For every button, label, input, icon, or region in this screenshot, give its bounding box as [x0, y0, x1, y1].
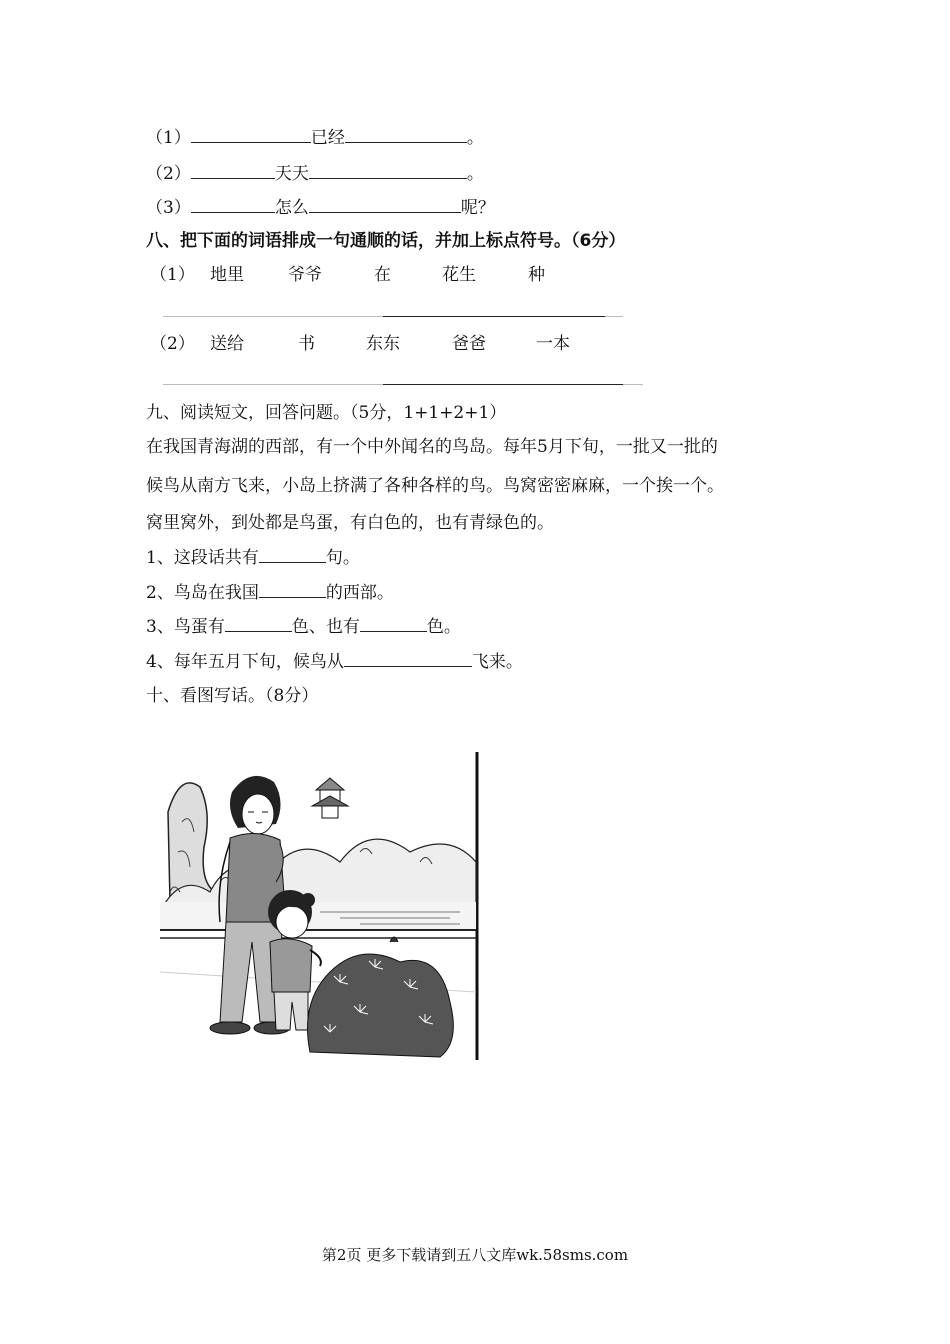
- question-text: 色、也有: [291, 617, 360, 637]
- question-text: 1、这段话共有: [146, 548, 259, 568]
- word: 东东: [366, 334, 400, 354]
- item-ending: 呢？: [460, 198, 495, 218]
- answer-blank[interactable]: [360, 615, 427, 632]
- question-2: [146, 581, 394, 604]
- item-number: （2）: [146, 164, 191, 184]
- question-text: 色。: [426, 617, 461, 637]
- answer-blank[interactable]: [191, 126, 311, 143]
- answer-blank[interactable]: [191, 162, 275, 179]
- passage-line-2: 候鸟从南方飞来，小岛上挤满了各种各样的鸟。鸟窝密密麻麻，一个挨一个。: [146, 476, 724, 496]
- answer-blank[interactable]: [344, 650, 472, 667]
- item-number: （1）: [146, 128, 191, 148]
- answer-blank[interactable]: [259, 546, 326, 563]
- word: 爸爸: [452, 334, 486, 354]
- word: 种: [528, 265, 545, 285]
- word: 书: [298, 334, 315, 354]
- answer-blank[interactable]: [309, 162, 467, 179]
- word: 花生: [442, 265, 476, 285]
- fill-item-3: [146, 196, 495, 219]
- fill-item-1: [146, 126, 484, 149]
- question-text: 4、每年五月下旬，候鸟从: [146, 652, 344, 672]
- word: 在: [374, 265, 391, 285]
- answer-blank[interactable]: [345, 126, 467, 143]
- word: 爷爷: [288, 265, 322, 285]
- row-number: （1）: [150, 265, 195, 285]
- word: 地里: [210, 265, 244, 285]
- section-10-title: 十、看图写话。（8分）: [146, 686, 319, 706]
- question-4: [146, 650, 523, 673]
- word: 一本: [536, 334, 570, 354]
- item-ending: 。: [466, 128, 484, 148]
- item-keyword: 已经: [310, 128, 345, 148]
- question-text: 的西部。: [325, 583, 394, 603]
- item-keyword: 怎么: [274, 198, 309, 218]
- answer-line-2[interactable]: [163, 384, 643, 385]
- answer-blank[interactable]: [259, 581, 326, 598]
- answer-blank[interactable]: [309, 196, 461, 213]
- item-ending: 。: [466, 164, 484, 184]
- item-number: （3）: [146, 198, 191, 218]
- answer-blank[interactable]: [191, 196, 275, 213]
- question-text: 句。: [325, 548, 360, 568]
- word: 送给: [210, 334, 244, 354]
- question-text: 3、鸟蛋有: [146, 617, 225, 637]
- answer-blank[interactable]: [225, 615, 292, 632]
- section-8-title: 八、把下面的词语排成一句通顺的话，并加上标点符号。（6分）: [146, 231, 626, 251]
- question-1: [146, 546, 360, 569]
- passage-line-1: 在我国青海湖的西部，有一个中外闻名的鸟岛。每年5月下旬，一批又一批的: [146, 437, 718, 457]
- page-footer: 第2页 更多下载请到五八文库wk.58sms.com: [321, 1246, 629, 1264]
- picture-illustration: [160, 752, 482, 1062]
- passage-line-3: 窝里窝外，到处都是鸟蛋，有白色的，也有青绿色的。: [146, 513, 554, 533]
- row-number: （2）: [150, 334, 195, 354]
- item-keyword: 天天: [274, 164, 309, 184]
- question-text: 飞来。: [471, 652, 523, 672]
- answer-line-1[interactable]: [163, 316, 623, 317]
- fill-item-2: [146, 162, 484, 185]
- question-text: 2、鸟岛在我国: [146, 583, 259, 603]
- section-9-title: 九、阅读短文，回答问题。（5分，1+1+2+1）: [146, 403, 507, 423]
- question-3: [146, 615, 461, 638]
